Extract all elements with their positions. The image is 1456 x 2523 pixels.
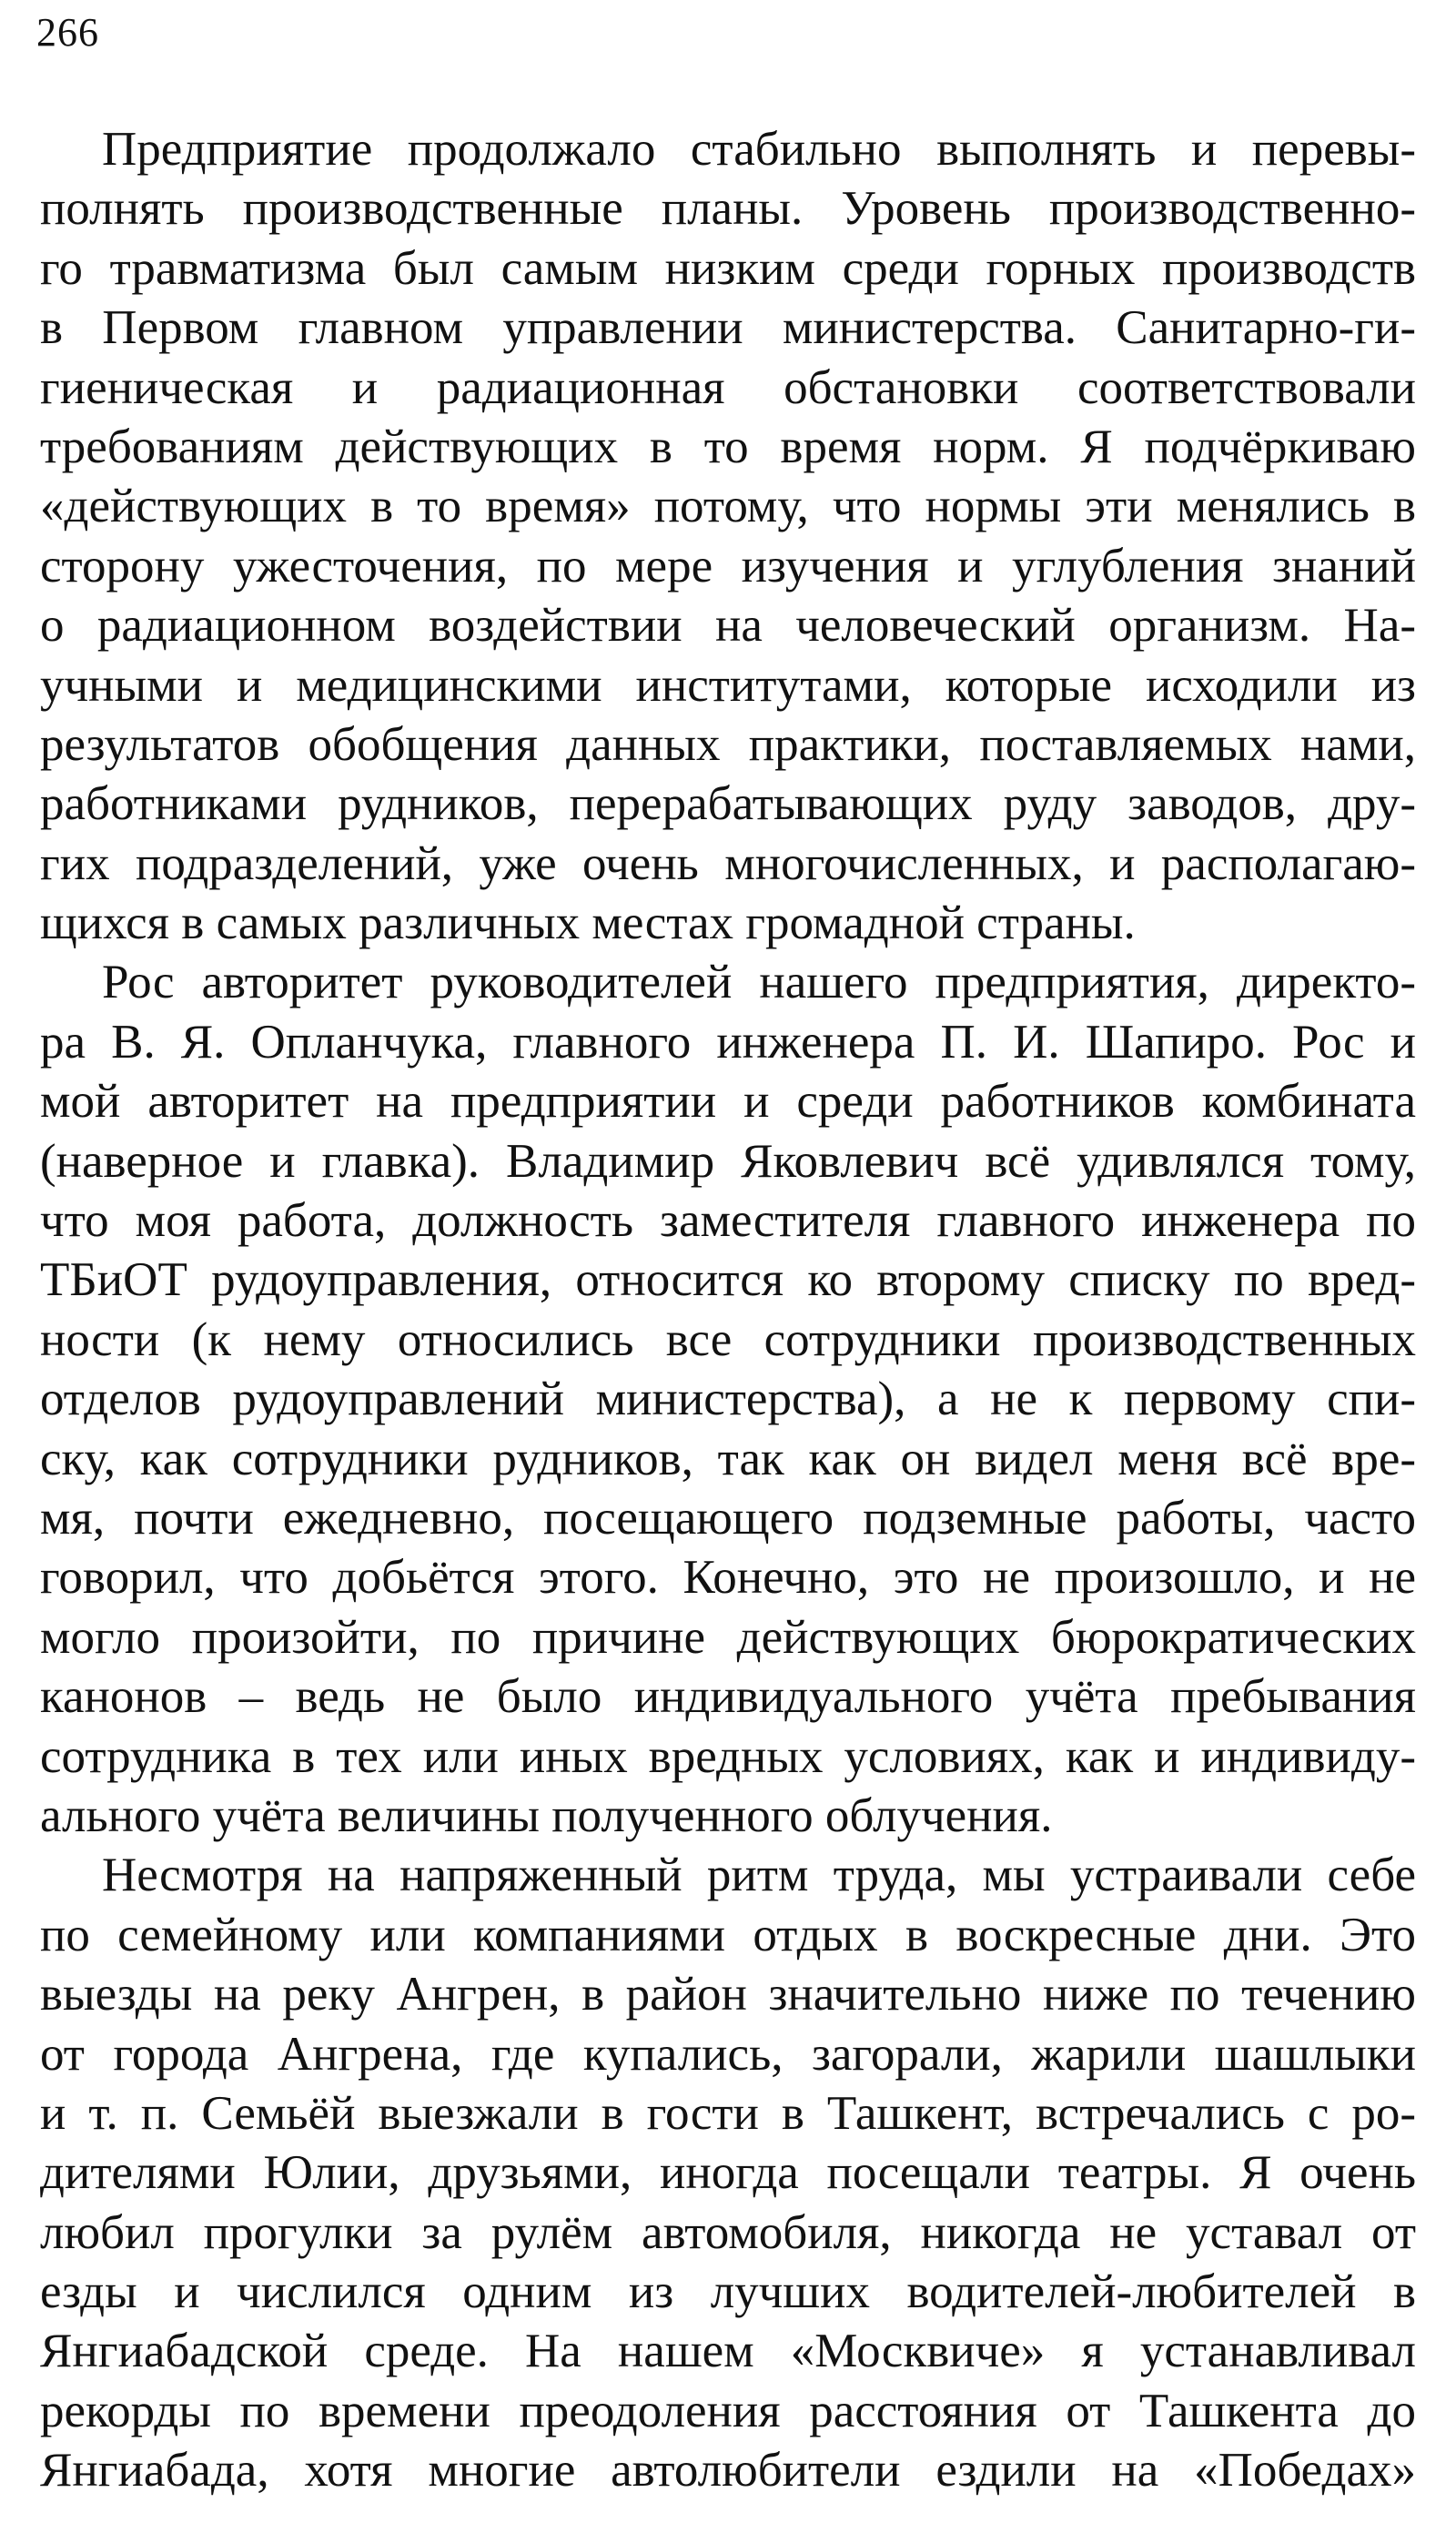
text-line: выезды на реку Ангрен, в район значительно ниже по течению [40, 1968, 1416, 2021]
page-number: 266 [36, 10, 99, 55]
body-text [40, 120, 1416, 2501]
text-line: ра В. Я. Опланчука, главного инженера П. И. Шапиро. Рос и [40, 1015, 1416, 1069]
text-line: что моя работа, должность заместителя главного инженера по [40, 1194, 1416, 1248]
text-line: результатов обобщения данных практики, поставляемых нами, [40, 717, 1416, 771]
text-line: сотрудника в тех или иных вредных условиях, как и индивиду- [40, 1729, 1416, 1783]
text-line: щихся в самых различных местах громадной страны. [40, 897, 1136, 950]
text-line: по семейному или компаниями отдых в воскресные дни. Это [40, 1908, 1416, 1961]
text-line: ску, как сотрудники рудников, так как он видел меня всё вре- [40, 1432, 1416, 1485]
text-line: гиеническая и радиационная обстановки соответствовали [40, 360, 1416, 414]
text-line: ТБиОТ рудоуправления, относится ко второму списку по вред- [40, 1253, 1416, 1307]
text-line: мой авторитет на предприятии и среди работников комбината [40, 1075, 1416, 1129]
text-line: Янгиабадской среде. На нашем «Москвиче» я устанавливал [40, 2325, 1416, 2378]
text-line: «действующих в то время» потому, что нормы эти менялись в [40, 480, 1416, 533]
text-line: Рос авторитет руководителей нашего предприятия, директо- [102, 956, 1416, 1009]
paragraph-1 [40, 120, 1416, 953]
paragraph-3 [40, 1846, 1416, 2500]
text-line: ального учёта величины полученного облучения. [40, 1788, 1053, 1842]
text-line: требованиям действующих в то время норм. Я подчёркиваю [40, 420, 1416, 473]
text-line: от города Ангрена, где купались, загорали, жарили шашлыки [40, 2027, 1416, 2081]
text-line: в Первом главном управлении министерства. Санитарно-ги- [40, 301, 1416, 355]
text-line: Янгиабада, хотя многие автолюбители ездили на «Победах» [40, 2444, 1416, 2498]
text-line: Предприятие продолжало стабильно выполнять и перевы- [102, 123, 1416, 176]
text-line: отделов рудоуправлений министерства), а не к первому спи- [40, 1373, 1416, 1426]
text-line: говорил, что добьётся этого. Конечно, это не произошло, и не [40, 1551, 1416, 1605]
paragraph-2 [40, 953, 1416, 1846]
text-line: о радиационном воздействии на человеческий организм. На- [40, 599, 1416, 653]
text-line: езды и числился одним из лучших водителей-любителей в [40, 2265, 1416, 2319]
text-line: Несмотря на напряженный ритм труда, мы устраивали себе [102, 1849, 1416, 1902]
text-line: полнять производственные планы. Уровень производственно- [40, 182, 1416, 236]
text-line: мя, почти ежедневно, посещающего подземные работы, часто [40, 1491, 1416, 1545]
text-line: любил прогулки за рулём автомобиля, никогда не уставал от [40, 2205, 1416, 2259]
text-line: работниками рудников, перерабатывающих руду заводов, дру- [40, 777, 1416, 831]
text-line: (наверное и главка). Владимир Яковлевич всё удивлялся тому, [40, 1134, 1416, 1188]
text-line: рекорды по времени преодоления расстояния от Ташкента до [40, 2384, 1416, 2437]
text-line: канонов – ведь не было индивидуального учёта пребывания [40, 1670, 1416, 1724]
text-line: могло произойти, по причине действующих бюрократических [40, 1610, 1416, 1664]
text-line: сторону ужесточения, по мере изучения и углубления знаний [40, 539, 1416, 593]
text-line: го травматизма был самым низким среди горных производств [40, 241, 1416, 295]
text-line: и т. п. Семьёй выезжали в гости в Ташкент, встречались с ро- [40, 2086, 1416, 2140]
text-line: ности (к нему относились все сотрудники производственных [40, 1312, 1416, 1366]
text-line: гих подразделений, уже очень многочисленных, и располагаю- [40, 836, 1416, 890]
text-line: дителями Юлии, друзьями, иногда посещали театры. Я очень [40, 2146, 1416, 2200]
text-line: учными и медицинскими институтами, которые исходили из [40, 658, 1416, 712]
